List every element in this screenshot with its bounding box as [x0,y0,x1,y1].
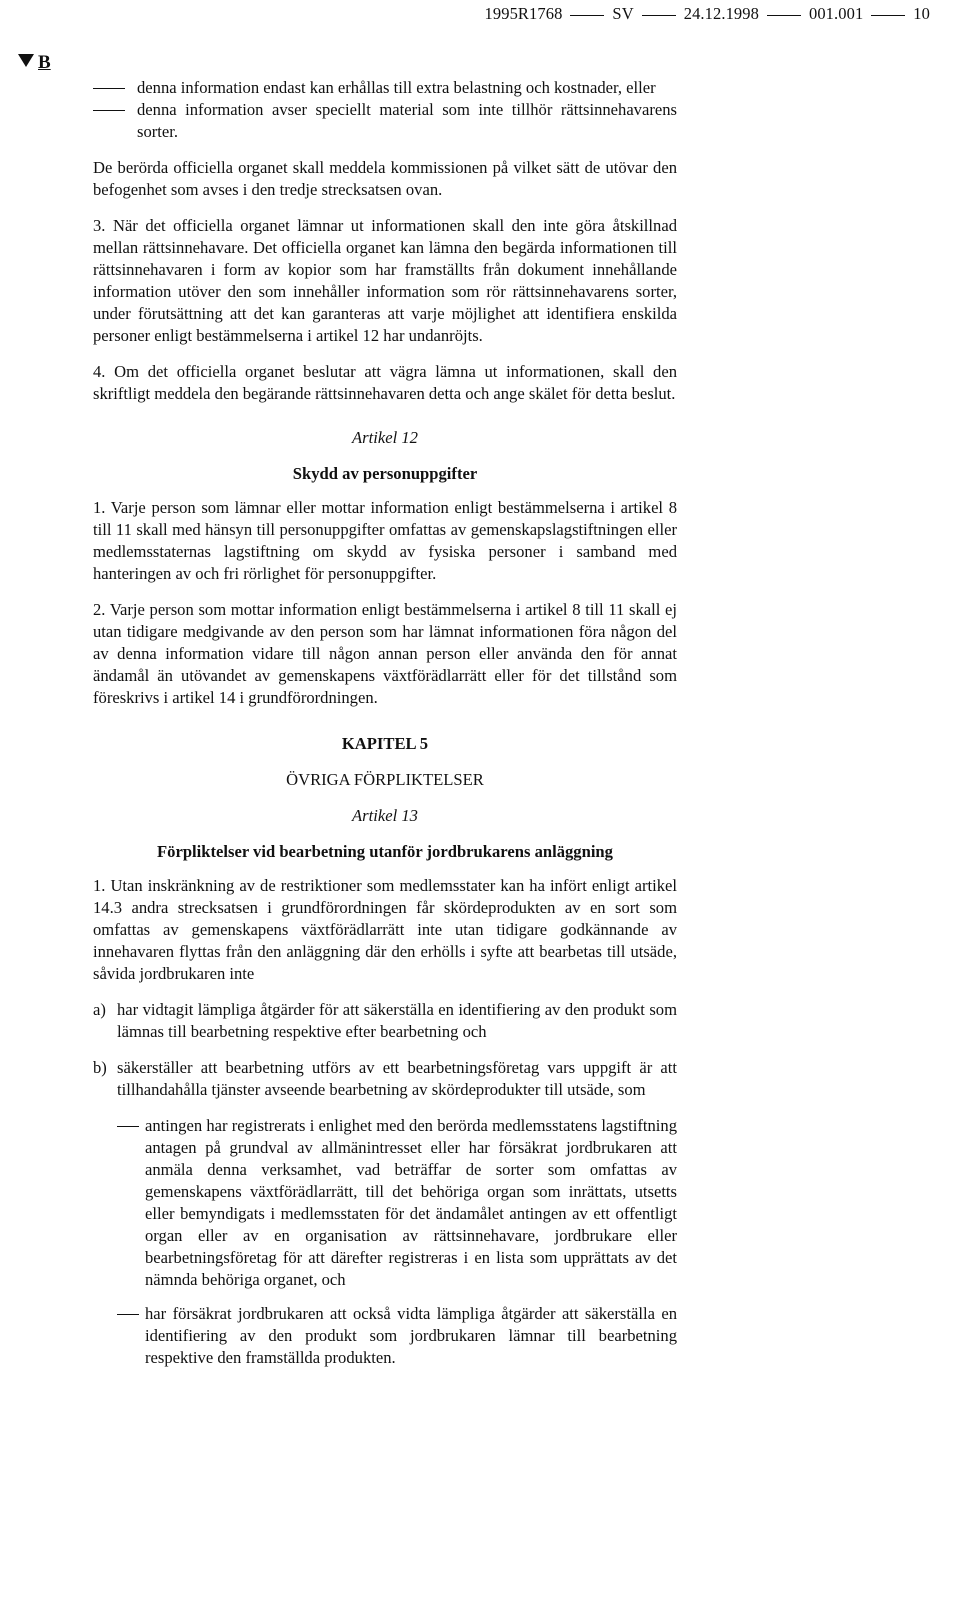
doc-language: SV [612,4,634,23]
header-separator [767,15,801,16]
paragraph: 4. Om det officiella organet beslutar att vägra lämna ut informationen, skall den skriftligt meddela den begärande rättsinnehavaren detta och ange skälet för detta beslut. [93,362,677,403]
dash-bullet [117,1115,145,1291]
header-separator [642,15,676,16]
doc-date: 24.12.1998 [683,4,759,23]
list-item-label: a) [93,1000,106,1019]
list-item-text: säkerställer att bearbetning utförs av ett bearbetningsföretag vars uppgift är att tillhandahålla tjänster avseende bearbetning av skördeprodukter till utsäde, som [117,1058,677,1099]
list-item [93,1057,677,1101]
sub-dash-item-text: har försäkrat jordbrukaren att också vidta lämpliga åtgärder att säkerställa en identifiering av den produkt som jordbrukaren lämnar till bearbetning respektive den framställda produkten. [145,1304,677,1367]
paragraph: 2. Varje person som mottar information enligt bestämmelserna i artikel 8 till 11 skall ej utan tidigare medgivande av den person som har lämnat informationen föra någon del av denna information vidare till någon annan person eller använda den för annat ändamål än utövandet av gemenskapens växtförädlarrätt eller för det tillstånd som föreskrivs i artikel 14 i grundförordningen. [93,600,677,707]
paragraph: De berörda officiella organet skall meddela kommissionen på vilket sätt de utövar den befogenhet som avses i den tredje strecksatsen ovan. [93,158,677,199]
dash-item-text: denna information avser speciellt material som inte tillhör rättsinnehavarens sorter. [137,100,677,141]
sub-dash-item [117,1303,677,1369]
sub-dash-item-text: antingen har registrerats i enlighet med den berörda medlemsstatens lagstiftning antagen på grundval av allmänintresset eller har försäkrat jordbrukaren att anmäla denna verksamhet, vad beträffar de sorter som omfattas av gemenskapens växtförädlarrätt, till det behöriga organ som inrättats, utsetts eller bemyndigats i medlemsstaten för det ändamålet antingen av ett offentligt organ eller av en organisation av rättsinnehavare, jordbrukare eller bearbetningsföretag för att därefter registreras i en lista som upprättats av det nämnda behöriga organet, och [145,1116,677,1289]
page-header [485,4,930,24]
article-label: Artikel 12 [352,428,418,447]
dash-item-text: denna information endast kan erhållas till extra belastning och kostnader, eller [137,78,656,97]
article-title: Skydd av personuppgifter [292,464,478,483]
list-item-text: har vidtagit lämpliga åtgärder för att säkerställa en identifiering av den produkt som lämnas till bearbetning respektive efter bearbetning och [117,1000,677,1041]
triangle-down-icon [18,54,34,67]
dash-bullet [117,1303,145,1369]
dash-bullet [93,77,137,99]
article-title: Förpliktelser vid bearbetning utanför jordbrukarens anläggning [157,842,613,861]
sub-dash-item [117,1115,677,1291]
chapter-title: ÖVRIGA FÖRPLIKTELSER [286,770,484,789]
dash-item [93,77,677,99]
header-separator [871,15,905,16]
amendment-marker-label: B [38,52,51,73]
paragraph: 1. Varje person som lämnar eller mottar information enligt bestämmelserna i artikel 8 till 11 skall med hänsyn till personuppgifter omfattas av gemenskapslagstiftningen eller medlemsstaternas lagstiftning om skydd av fysiska personer i samband med hanteringen av och fri rörlighet för personuppgifter. [93,498,677,583]
page-number: 10 [913,4,930,23]
document-body [93,77,677,1381]
dash-item [93,99,677,143]
article-label: Artikel 13 [352,806,418,825]
dash-bullet [93,99,137,143]
header-separator [570,15,604,16]
paragraph: 3. När det officiella organet lämnar ut informationen skall den inte göra åtskillnad mellan rättsinnehavare. Det officiella organet kan lämna den begärda informationen till rättsinnehavaren i form av kopior som har framställts från dokument innehållande information utöver den som innehåller information som rör rättsinnehavarens sorter, under förutsättning att det kan garanteras att varje möjlighet att identifiera enskilda personer enligt bestämmelserna i artikel 12 har undanröjts. [93,216,677,345]
doc-version: 001.001 [808,4,864,23]
doc-id: 1995R1768 [484,4,563,23]
list-item [93,999,677,1043]
list-item-label: b) [93,1058,107,1077]
amendment-marker [18,52,51,74]
paragraph: 1. Utan inskränkning av de restriktioner som medlemsstater kan ha infört enligt artikel 14.3 andra strecksatsen i grundförordningen får skördeprodukten av en sort som omfattas av gemenskapens växtförädlarrätt inte utan tidigare godkännande av innehavaren flyttas från den anläggning där den erhölls i syfte att bearbetas till utsäde, såvida jordbrukaren inte [93,876,677,983]
chapter-label: KAPITEL 5 [341,734,429,753]
